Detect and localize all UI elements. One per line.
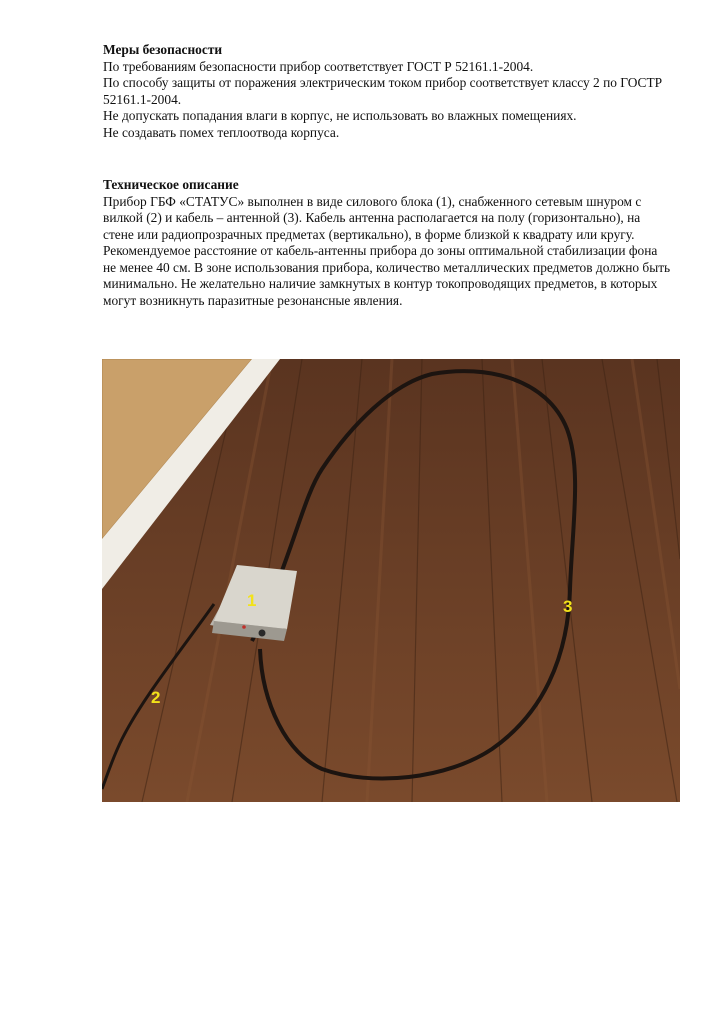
safety-line: Не создавать помех теплоотвода корпуса. — [103, 124, 340, 140]
device-photo-illustration — [102, 359, 680, 802]
technical-heading: Техническое описание — [103, 177, 239, 192]
technical-paragraph: Прибор ГБФ «СТАТУС» выполнен в виде силового блока (1), снабженного сетевым шнуром с вилкой (2) и кабель – антенной (3). Кабель антенна располагается на полу (горизонтально), на стене или радиопрозрачных предметах (вертикально), в форме близкой к квадрату или кругу. — [103, 193, 642, 242]
marker-power-cord: 2 — [151, 688, 161, 707]
safety-line: Не допускать попадания влаги в корпус, не использовать во влажных помещениях. — [103, 108, 577, 123]
safety-heading: Меры безопасности — [103, 42, 223, 57]
safety-section — [103, 42, 673, 141]
marker-antenna: 3 — [563, 597, 573, 616]
safety-line: По способу защиты от поражения электрическим током прибор соответствует классу 2 по ГОСТР 52161.1-2004. — [103, 75, 663, 107]
safety-line: По требованиям безопасности прибор соответствует ГОСТ Р 52161.1-2004. — [103, 58, 534, 74]
technical-section — [103, 177, 673, 309]
marker-device: 1 — [247, 591, 257, 610]
technical-paragraph: Рекомендуемое расстояние от кабель-антенны прибора до зоны оптимальной стабилизации фона не менее 40 см. В зоне использования прибора, количество металлических предметов должно быть минимально. Не желательно наличие замкнутых в контур токопроводящих предметов, в которых могут возникнуть паразитные резонансные явления. — [103, 243, 671, 308]
device-photo — [102, 359, 680, 802]
